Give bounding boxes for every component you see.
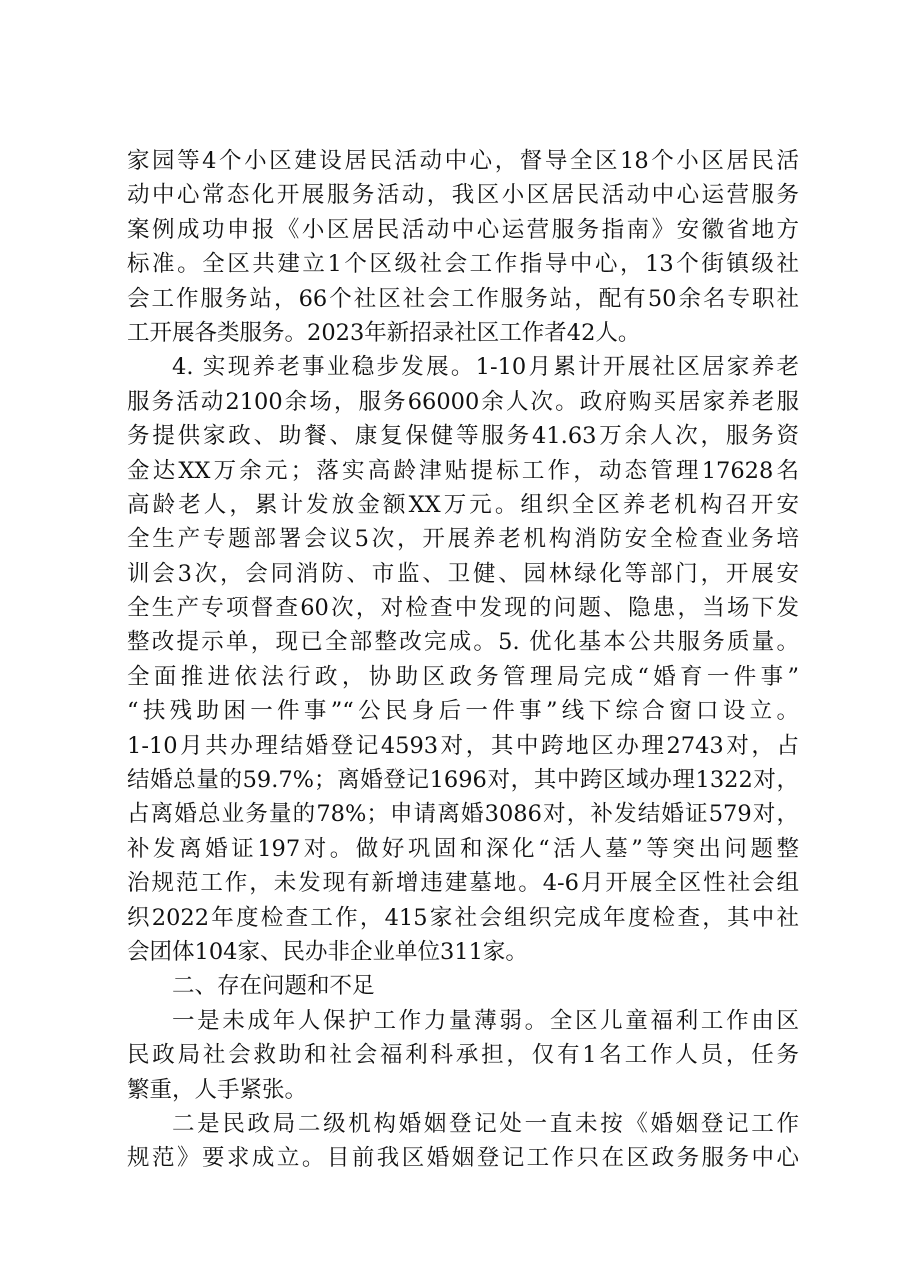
text-line: 全生产专项督查60次，对检查中发现的问题、隐患，当场下发: [127, 595, 799, 622]
text-line: 民政局社会救助和社会福利科承担，仅有1名工作人员，任务: [127, 1042, 799, 1069]
text-line: 金达XX万余元；落实高龄津贴提标工作，动态管理17628名: [127, 457, 799, 484]
document-body: [127, 144, 799, 1176]
text-line: 繁重，人手紧张。: [127, 1076, 308, 1103]
text-line: “扶残助困一件事”“公民身后一件事”线下综合窗口设立。: [127, 698, 799, 725]
text-line: 高龄老人，累计发放金额XX万元。组织全区养老机构召开安: [127, 491, 799, 518]
text-line: 标准。全区共建立1个区级社会工作指导中心，13个街镇级社: [127, 251, 799, 278]
text-line: 4. 实现养老事业稳步发展。1-10月累计开展社区居家养老: [172, 354, 799, 381]
text-line: 案例成功申报《小区居民活动中心运营服务指南》安徽省地方: [127, 216, 799, 243]
text-line: 二是民政局二级机构婚姻登记处一直未按《婚姻登记工作: [172, 1110, 799, 1137]
text-line: 服务活动2100余场，服务66000余人次。政府购买居家养老服: [127, 388, 799, 415]
text-line: 工开展各类服务。2023年新招录社区工作者42人。: [127, 319, 641, 346]
text-line: 家园等4个小区建设居民活动中心，督导全区18个小区居民活: [127, 148, 799, 174]
text-line: 务提供家政、助餐、康复保健等服务41.63万余人次，服务资: [127, 423, 799, 450]
text-line: 全生产专题部署会议5次，开展养老机构消防安全检查业务培: [127, 526, 799, 553]
text-line: 训会3次，会同消防、市监、卫健、园林绿化等部门，开展安: [127, 560, 799, 587]
text-line: 占离婚总业务量的78%；申请离婚3086对，补发结婚证579对，: [127, 801, 799, 828]
text-line: 会团体104家、民办非企业单位311家。: [127, 938, 528, 965]
text-line: 结婚总量的59.7%；离婚登记1696对，其中跨区域办理1322对，: [127, 767, 799, 794]
text-line: 一是未成年人保护工作力量薄弱。全区儿童福利工作由区: [172, 1007, 799, 1034]
text-line: 动中心常态化开展服务活动，我区小区居民活动中心运营服务: [127, 182, 799, 209]
text-line: 全面推进依法行政，协助区政务管理局完成“婚育一件事”: [127, 663, 799, 690]
text-line: 规范》要求成立。目前我区婚姻登记工作只在区政务服务中心: [127, 1145, 799, 1172]
text-line: 1-10月共办理结婚登记4593对，其中跨地区办理2743对，占: [127, 732, 799, 759]
text-line: 织2022年度检查工作，415家社会组织完成年度检查，其中社: [127, 904, 799, 931]
text-line: 会工作服务站，66个社区社会工作服务站，配有50余名专职社: [127, 285, 799, 312]
text-line: 治规范工作，未发现有新增违建墓地。4-6月开展全区性社会组: [127, 870, 799, 897]
text-line: 补发离婚证197对。做好巩固和深化“活人墓”等突出问题整: [127, 835, 799, 862]
text-line: 整改提示单，现已全部整改完成。5. 优化基本公共服务质量。: [127, 629, 799, 656]
text-line: 二、存在问题和不足: [172, 973, 375, 1000]
